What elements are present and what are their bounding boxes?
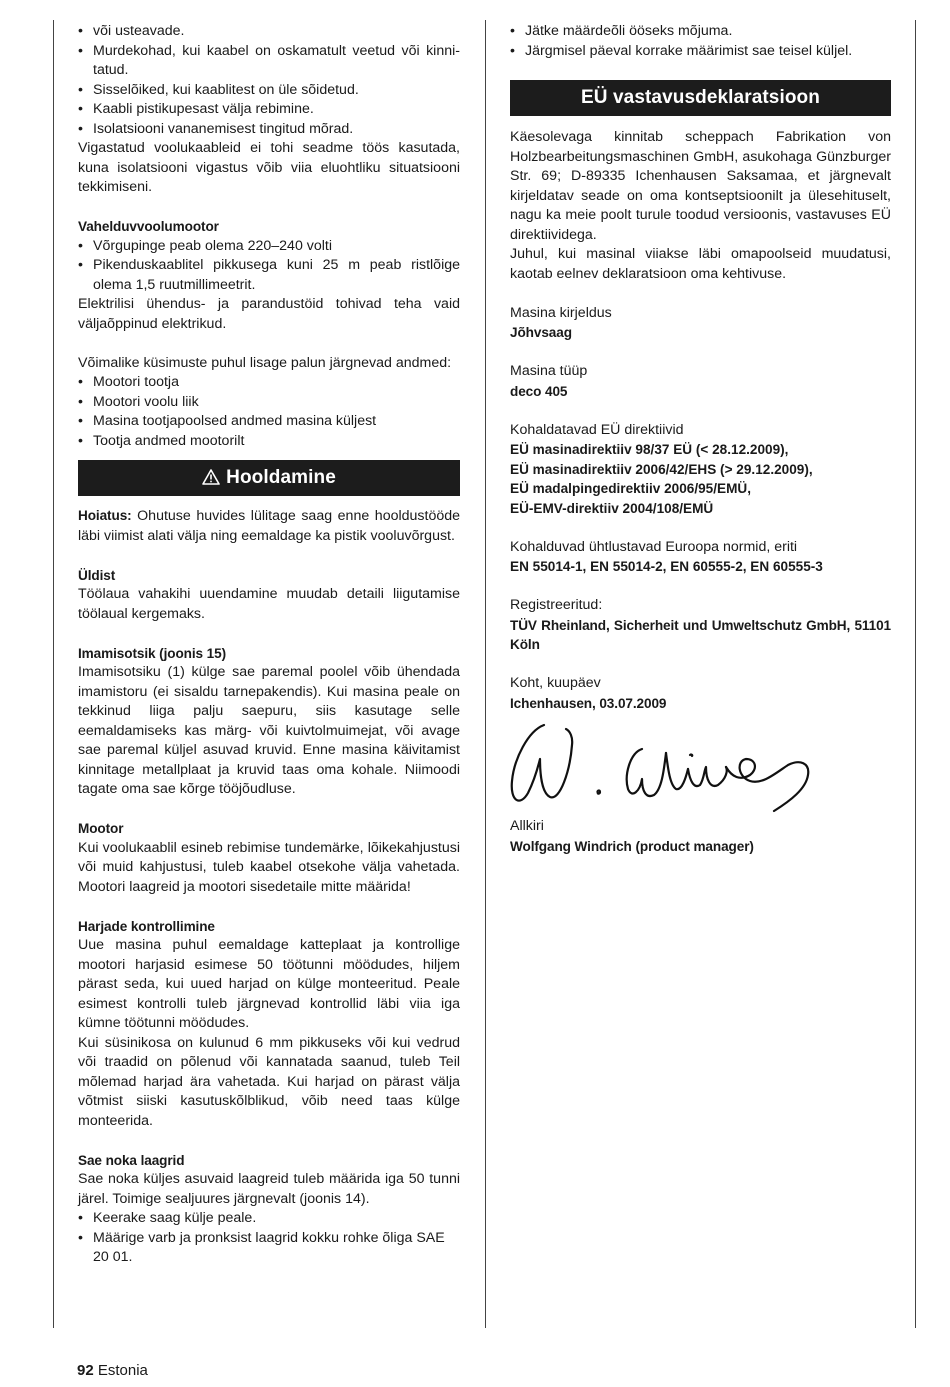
brush-text-1: Uue masina puhul eemaldage katteplaat ja kontrollige mootori harjasid esimese 50 töötunni möödudes, hiljem pärast seda, kui uued harjad on külge monteeritud. Peale esimest kontrolli tuleb järgnevad kontrollid läbi viia iga kümne töötunni möödudes. [78,937,460,1031]
dust-port-text: Imamisotsiku (1) külge sae paremal poolel võib ühendada imamistoru (ei sisaldu tarnepakendis). Kui masina peale on tekkinud liiga palju saepuru, siis kasutage selle eemaldamiseks kas märg- või kuivtolmuimejat, või avage sae paremal küljel asuvad kruvid. Enne masina käivitamist kinnitage metallplaat ja kruvid taas oma kohale. Niimoodi tagate oma sae kõrge tööjõudluse. [78,664,460,797]
motor-heading: Mootor [78,821,124,836]
motor-text: Kui voolukaablil esineb rebimise tundemärke, lõikekahjustusi või muid kahjustusi, tuleb kaabel otsekohe välja vahetada. Mootori laagreid ja mootori sisedetaile mitte määrida! [78,839,460,895]
right-column [510,22,891,856]
directives-label: Kohaldatavad EÜ direktiivid [510,421,684,438]
list-item: • Masina tootjapoolsed andmed masina küljest [78,412,460,432]
declaration-text-1: Käesolevaga kinnitab scheppach Fabrikation von Holzbearbeitungsmaschinen GmbH, asukohaga Günzburger Str. 69; D-89335 Ichenhausen Saksamaa, et järgnevalt kirjeldatav seade on oma kontseptsioonilt ja ülesehituselt, nagu ka meie poolt turule toodud versioonis, vastavuses EÜ direktiividega. [510,129,891,243]
registered-label: Registreeritud: [510,597,603,613]
warning-label: Hoiatus: [78,508,132,523]
directive-item: EÜ masinadirektiiv 2006/42/EHS (> 29.12.2009), [510,461,813,477]
cable-warning-text: Vigastatud voolukaableid ei tohi seadme töös kasutada, kuna isolatsiooni vigastus võib viia eluohtliku situatsiooni tekkimiseni. [78,140,460,195]
declaration-section-header [510,80,891,116]
norms-value: EN 55014-1, EN 55014-2, EN 60555-2, EN 60555-3 [510,559,823,574]
ac-motor-heading: Vahelduvvoolumootor [78,219,219,234]
directive-item: EÜ-EMV-direktiiv 2004/108/EMÜ [510,500,714,516]
machine-type-value: deco 405 [510,383,568,399]
machine-description-value: Jõhvsaag [510,325,572,340]
brush-heading: Harjade kontrollimine [78,918,215,934]
ac-motor-list [78,237,460,296]
list-item: • või usteavade. [78,22,460,42]
list-item: • Jätke määrdeõli ööseks mõjuma. [510,22,891,42]
machine-description-label: Masina kirjeldus [510,304,612,321]
list-item: • Sisselõiked, kui kaablitest on üle sõidetud. [78,81,460,101]
place-date-label: Koht, kuupäev [510,675,601,691]
list-item: • Murdekohad, kui kaabel on oskamatult veetud või kinni-tatud. [78,42,460,81]
questions-list [78,373,460,451]
list-item: • Kaabli pistikupesast välja rebimine. [78,100,460,120]
declaration-text-2: Juhul, kui masinal viiakse läbi omapoolseid muudatusi, kaotab eelnev deklaratsioon oma kehtivuse. [510,246,891,282]
list-item: • Isolatsiooni vananemisest tingitud mõrad. [78,120,460,140]
list-item: • Keerake saag külje peale. [78,1209,460,1229]
declaration-title: EÜ vastavusdeklaratsioon [581,87,820,108]
general-heading: Üldist [78,567,116,583]
directive-item: EÜ masinadirektiiv 98/37 EÜ (< 28.12.2009), [510,442,789,457]
right-column-rule [915,20,916,1328]
left-column [78,22,460,1268]
list-item: • Mootori tootja [78,373,460,393]
warning-paragraph [78,506,460,546]
norms-label: Kohalduvad ühtlustavad Euroopa normid, eriti [510,538,798,555]
handwritten-signature [506,719,826,815]
questions-text: Võimalike küsimuste puhul lisage palun järgnevad andmed: [78,354,452,371]
maintenance-title: Hooldamine [226,467,336,488]
warning-text: Ohutuse huvides lülitage saag enne hooldustööde läbi viimist alati välja ning eemaldage ka pistik vooluvõrgust. [78,508,460,544]
signature-name: Wolfgang Windrich (product manager) [510,838,754,854]
page-footer [77,1362,148,1379]
list-item: • Järgmisel päeval korrake määrimist sae teisel küljel. [510,42,891,62]
bearing-text: Sae noka küljes asuvaid laagreid tuleb määrida iga 50 tunni järel. Toimige sealjuures järgnevalt (joonis 14). [78,1171,460,1207]
ac-motor-text: Elektrilisi ühendus- ja parandustöid tohivad teha vaid väljaõppinud elektrikud. [78,296,460,332]
brush-text-2: Kui süsinikosa on kulunud 6 mm pikkuseks või kui vedrud või traadid on põlenud või kannatada saanud, tuleb Teil mõlemad harjad ära vahetada. Kui harjad on pärast välja võtmist siiski kasutuskõlblikud, võib need taas külge monteerida. [78,1034,460,1129]
center-column-rule [485,20,486,1328]
list-item: • Võrgupinge peab olema 220–240 volti [78,237,460,257]
directive-item: EÜ madalpingedirektiiv 2006/95/EMÜ, [510,481,752,496]
bearing-heading: Sae noka laagrid [78,1152,185,1168]
signature-label: Allkiri [510,818,544,834]
list-item: • Tootja andmed mootorilt [78,432,460,452]
footer-language: Estonia [97,1362,148,1379]
registered-value: TÜV Rheinland, Sicherheit und Umweltschutz GmbH, 51101 Köln [510,617,891,652]
place-date-value: Ichenhausen, 03.07.2009 [510,695,667,711]
cable-damage-list [78,22,460,139]
bearing-list [78,1209,460,1268]
machine-type-label: Masina tüüp [510,363,588,379]
list-item: • Määrige varb ja pronksist laagrid kokku rohke õliga SAE 20 01. [78,1229,460,1268]
page-number: 92 [77,1362,94,1379]
dust-port-heading: Imamisotsik (joonis 15) [78,645,227,661]
warning-triangle-icon [202,462,220,498]
general-text: Töölaua vahakihi uuendamine muudab detaili liigutamise töölaual kergemaks. [78,586,460,622]
list-item: • Pikenduskaablitel pikkusega kuni 25 m peab ristlõige olema 1,5 ruutmillimeetrit. [78,256,460,295]
left-column-rule [53,20,54,1328]
list-item: • Mootori voolu liik [78,393,460,413]
lubrication-list [510,22,891,61]
maintenance-section-header [78,460,460,496]
